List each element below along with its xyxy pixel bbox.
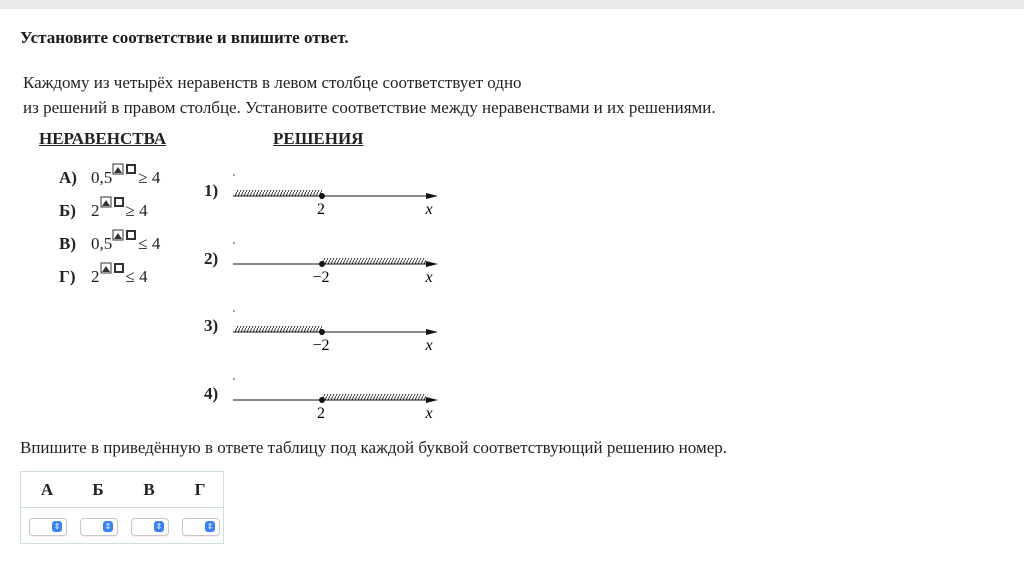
variable-label: x (425, 405, 433, 422)
hatched-region (235, 190, 322, 196)
inequality-base: 0,5 (91, 168, 113, 187)
updown-arrows-icon: ⇕ (53, 522, 61, 531)
intro-line-2: из решений в правом столбце. Установите соответствие между неравенствами и их решениями. (23, 98, 716, 117)
inequality-a (59, 163, 160, 188)
answer-header-v: В (143, 480, 155, 499)
task-intro (23, 70, 716, 120)
number-line-1 (228, 168, 443, 220)
inequality-rest: ≤ 4 (138, 234, 161, 253)
axis-arrow-icon (426, 261, 438, 267)
inequality-base: 2 (91, 201, 100, 220)
number-line-4 (228, 372, 443, 424)
inequality-rest: ≥ 4 (138, 168, 161, 187)
answer-select-b[interactable] (80, 518, 118, 536)
inequality-base: 2 (91, 267, 100, 286)
boundary-point (319, 329, 325, 335)
boundary-point (319, 261, 325, 267)
answer-select-a[interactable] (29, 518, 67, 536)
answer-select-g[interactable] (182, 518, 220, 536)
solution-number-2: 2) (204, 249, 219, 268)
answer-instruction: Впишите в приведённую в ответе таблицу под каждой буквой соответствующий решению номер. (20, 438, 728, 457)
hatched-region (235, 326, 322, 332)
inequality-base: 0,5 (91, 234, 113, 253)
inequality-letter: В) (59, 234, 76, 253)
header-solutions: РЕШЕНИЯ (273, 129, 364, 148)
inequality-rest: ≤ 4 (125, 267, 148, 286)
inequality-rest: ≥ 4 (125, 201, 148, 220)
table-divider (21, 507, 223, 508)
point-label: 2 (317, 201, 325, 218)
point-label: 2 (317, 405, 325, 422)
inequality-v (59, 229, 160, 254)
number-line-3 (228, 304, 443, 356)
answer-table-header (21, 480, 223, 500)
answer-table (20, 471, 224, 544)
hatched-region (322, 394, 426, 400)
task-title: Установите соответствие и впишите ответ. (20, 28, 349, 47)
answer-header-a: А (40, 480, 54, 499)
answer-select-v[interactable] (131, 518, 169, 536)
solution-number-1: 1) (204, 181, 219, 200)
number-line-2 (228, 236, 443, 288)
hatched-region (322, 258, 426, 264)
variable-label: x (425, 337, 433, 354)
updown-arrows-icon: ⇕ (104, 522, 112, 531)
axis-arrow-icon (426, 193, 438, 199)
missing-exponent-icon (112, 229, 138, 242)
inequality-b (59, 196, 148, 221)
boundary-point (319, 193, 325, 199)
missing-exponent-icon (100, 196, 126, 209)
updown-arrows-icon: ⇕ (155, 522, 163, 531)
variable-label: x (425, 269, 433, 286)
variable-label: x (425, 201, 433, 218)
missing-exponent-icon (112, 163, 138, 176)
boundary-point (319, 397, 325, 403)
solution-number-4: 4) (204, 384, 219, 403)
axis-arrow-icon (426, 329, 438, 335)
updown-arrows-icon: ⇕ (206, 522, 214, 531)
inequality-letter: А) (59, 168, 77, 187)
header-inequalities: НЕРАВЕНСТВА (39, 129, 167, 148)
answer-header-g: Г (194, 480, 206, 499)
top-bar (0, 0, 1024, 9)
inequality-g (59, 262, 148, 287)
inequality-letter: Б) (59, 201, 76, 220)
axis-arrow-icon (426, 397, 438, 403)
answer-header-b: Б (92, 480, 104, 499)
point-label: −2 (312, 269, 330, 286)
intro-line-1: Каждому из четырёх неравенств в левом столбце соответствует одно (23, 73, 522, 92)
point-label: −2 (312, 337, 330, 354)
inequality-letter: Г) (59, 267, 76, 286)
missing-exponent-icon (100, 262, 126, 275)
solution-number-3: 3) (204, 316, 219, 335)
